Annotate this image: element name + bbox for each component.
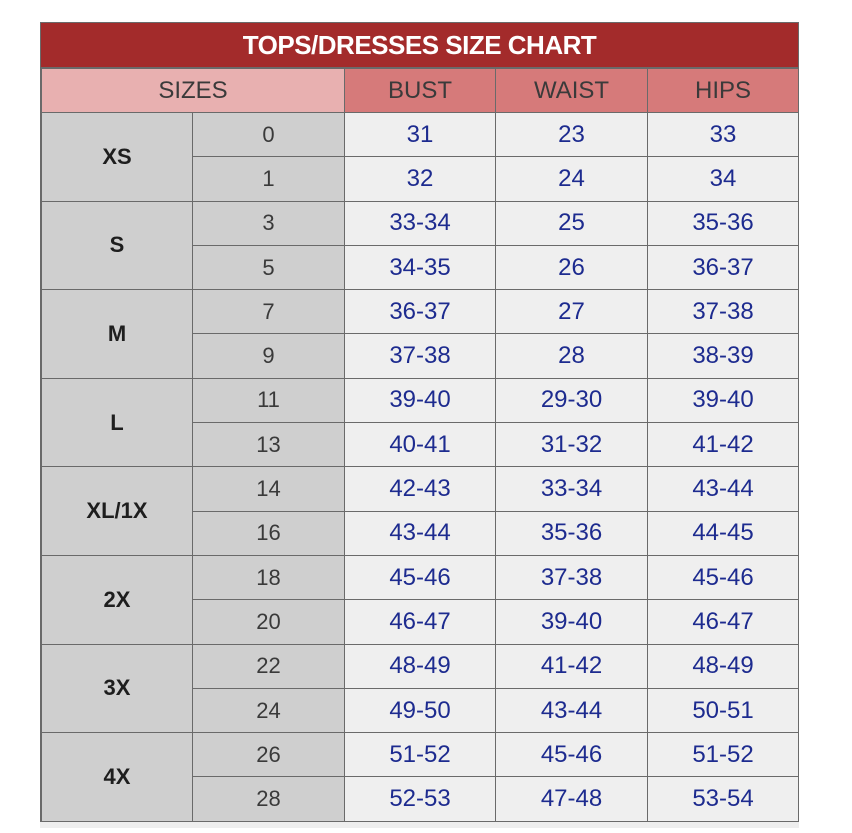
table-row [42, 378, 799, 422]
waist-cell: 39-40 [496, 600, 648, 644]
hips-cell: 48-49 [648, 644, 799, 688]
waist-cell: 41-42 [496, 644, 648, 688]
table-row [42, 290, 799, 334]
hips-cell: 41-42 [648, 423, 799, 467]
size-group-label: L [42, 378, 193, 467]
numeric-size: 11 [193, 378, 345, 422]
waist-cell: 25 [496, 201, 648, 245]
bust-cell: 45-46 [345, 555, 496, 599]
numeric-size: 13 [193, 423, 345, 467]
size-table [41, 68, 799, 822]
waist-header: WAIST [496, 69, 648, 113]
size-group-label: 4X [42, 733, 193, 822]
hips-cell: 44-45 [648, 511, 799, 555]
numeric-size: 9 [193, 334, 345, 378]
chart-title: TOPS/DRESSES SIZE CHART [41, 23, 798, 68]
waist-cell: 27 [496, 290, 648, 334]
numeric-size: 0 [193, 113, 345, 157]
waist-cell: 24 [496, 157, 648, 201]
bust-cell: 34-35 [345, 245, 496, 289]
hips-cell: 39-40 [648, 378, 799, 422]
size-group-label: 3X [42, 644, 193, 733]
hips-cell: 35-36 [648, 201, 799, 245]
waist-cell: 29-30 [496, 378, 648, 422]
hips-cell: 38-39 [648, 334, 799, 378]
bust-cell: 40-41 [345, 423, 496, 467]
bust-cell: 32 [345, 157, 496, 201]
bust-cell: 52-53 [345, 777, 496, 821]
bust-cell: 31 [345, 113, 496, 157]
waist-cell: 37-38 [496, 555, 648, 599]
hips-cell: 37-38 [648, 290, 799, 334]
table-row [42, 467, 799, 511]
table-row [42, 555, 799, 599]
bust-cell: 49-50 [345, 688, 496, 732]
hips-cell: 53-54 [648, 777, 799, 821]
waist-cell: 26 [496, 245, 648, 289]
table-row [42, 201, 799, 245]
hips-cell: 51-52 [648, 733, 799, 777]
numeric-size: 18 [193, 555, 345, 599]
bust-cell: 51-52 [345, 733, 496, 777]
table-row [42, 644, 799, 688]
hips-header: HIPS [648, 69, 799, 113]
numeric-size: 28 [193, 777, 345, 821]
header-row [42, 69, 799, 113]
hips-cell: 46-47 [648, 600, 799, 644]
waist-cell: 43-44 [496, 688, 648, 732]
bust-header: BUST [345, 69, 496, 113]
size-group-label: 2X [42, 555, 193, 644]
waist-cell: 35-36 [496, 511, 648, 555]
size-group-label: S [42, 201, 193, 290]
table-row [42, 113, 799, 157]
bust-cell: 33-34 [345, 201, 496, 245]
size-group-label: M [42, 290, 193, 379]
hips-cell: 50-51 [648, 688, 799, 732]
hips-cell: 34 [648, 157, 799, 201]
bust-cell: 36-37 [345, 290, 496, 334]
bust-cell: 42-43 [345, 467, 496, 511]
numeric-size: 5 [193, 245, 345, 289]
hips-cell: 45-46 [648, 555, 799, 599]
hips-cell: 33 [648, 113, 799, 157]
numeric-size: 26 [193, 733, 345, 777]
waist-cell: 23 [496, 113, 648, 157]
numeric-size: 22 [193, 644, 345, 688]
bust-cell: 46-47 [345, 600, 496, 644]
numeric-size: 14 [193, 467, 345, 511]
bust-cell: 43-44 [345, 511, 496, 555]
numeric-size: 7 [193, 290, 345, 334]
numeric-size: 20 [193, 600, 345, 644]
numeric-size: 24 [193, 688, 345, 732]
bottom-shadow [40, 822, 799, 828]
bust-cell: 39-40 [345, 378, 496, 422]
bust-cell: 37-38 [345, 334, 496, 378]
table-row [42, 733, 799, 777]
sizes-header: SIZES [42, 69, 345, 113]
numeric-size: 3 [193, 201, 345, 245]
hips-cell: 36-37 [648, 245, 799, 289]
size-table-body [42, 113, 799, 822]
waist-cell: 31-32 [496, 423, 648, 467]
bust-cell: 48-49 [345, 644, 496, 688]
hips-cell: 43-44 [648, 467, 799, 511]
numeric-size: 16 [193, 511, 345, 555]
size-group-label: XS [42, 113, 193, 202]
waist-cell: 47-48 [496, 777, 648, 821]
size-chart [40, 22, 799, 823]
size-group-label: XL/1X [42, 467, 193, 556]
waist-cell: 33-34 [496, 467, 648, 511]
waist-cell: 45-46 [496, 733, 648, 777]
numeric-size: 1 [193, 157, 345, 201]
waist-cell: 28 [496, 334, 648, 378]
